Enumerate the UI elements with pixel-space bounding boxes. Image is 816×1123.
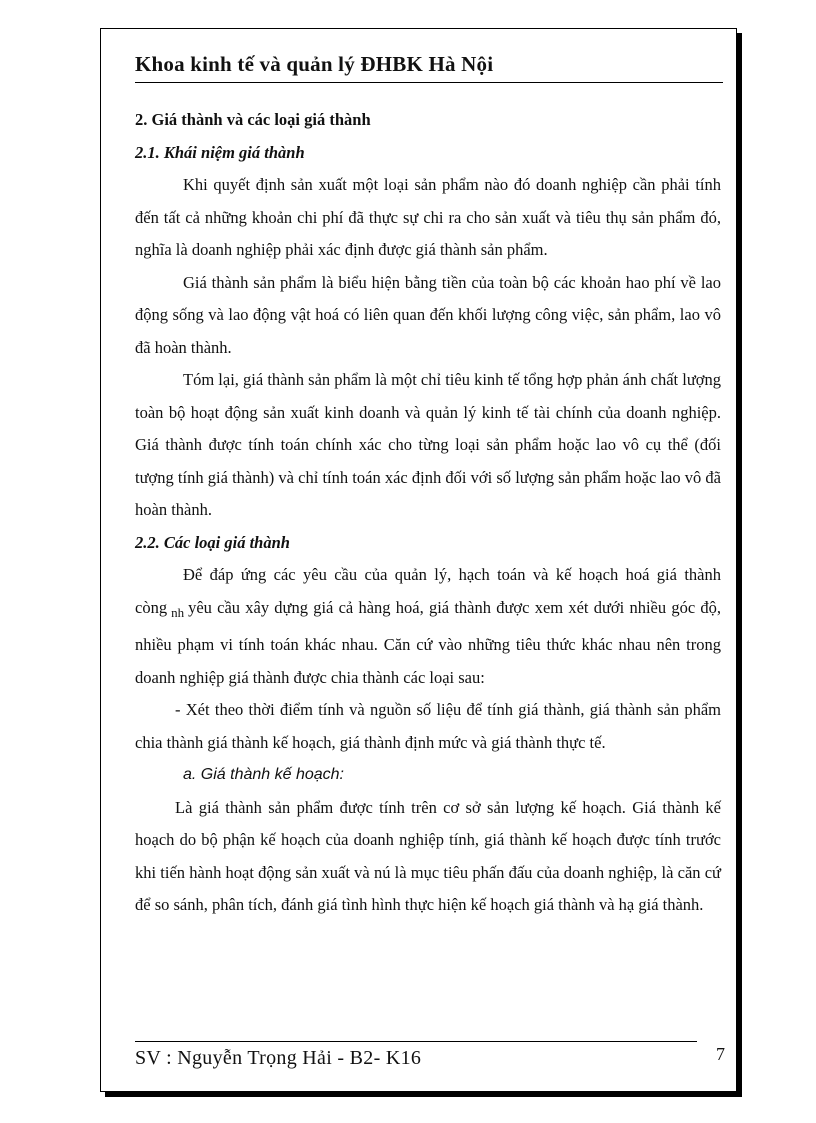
page-footer: SV : Nguyễn Trọng Hải - B2- K16 (135, 1047, 422, 1069)
paragraph-2: Giá thành sản phẩm là biểu hiện bằng tiền của toàn bộ các khoản hao phí về lao động sống và lao động vật hoá có liên quan đến khối lượng công việc, sản phẩm, lao vô đã hoàn thành. (135, 272, 721, 357)
paragraph-6: Là giá thành sản phẩm được tính trên cơ sở sản lượng kế hoạch. Giá thành kế hoạch do bộ phận kế hoạch của doanh nghiệp tính, giá thành kế hoạch được tính trước khi tiến hành hoạt động sản xuất và nú là mục tiêu phấn đấu của doanh nghiệp, là căn cứ để so sánh, phân tích, đánh giá tình hình thực hiện kế hoạch giá thành và hạ giá thành. (135, 797, 721, 914)
footer-divider (135, 1041, 697, 1042)
paragraph-4-subscript: nh (171, 604, 185, 620)
paragraph-5: - Xét theo thời điểm tính và nguồn số liệu để tính giá thành, giá thành sản phẩm chia thành giá thành kế hoạch, giá thành định mức và giá thành thực tế. (135, 700, 721, 752)
paragraph-1: Khi quyết định sản xuất một loại sản phẩm nào đó doanh nghiệp cần phải tính đến tất cả những khoản chi phí đã thực sự chi ra cho sản xuất và tiêu thụ sản phẩm đó, nghĩa là doanh nghiệp phải xác định được giá thành sản phẩm. (135, 175, 721, 259)
document-body (135, 104, 721, 922)
page-header: Khoa kinh tế và quản lý ĐHBK Hà Nội (135, 52, 723, 83)
page-number: 7 (716, 1044, 725, 1064)
section-2-heading: 2. Giá thành và các loại giá thành (135, 110, 371, 129)
paragraph-4 (135, 559, 721, 694)
subsection-a-heading: a. Giá thành kế hoạch: (183, 766, 344, 783)
section-2-2-heading: 2.2. Các loại giá thành (135, 532, 290, 552)
paragraph-4-end: yêu cầu xây dựng giá cả hàng hoá, giá thành được xem xét dưới nhiều góc độ, nhiều phạm vi tính toán khác nhau. Căn cứ vào những tiêu thức khác nhau nên trong doanh nghiệp giá thành được chia thành các loại sau: (135, 597, 721, 687)
paragraph-3: Tóm lại, giá thành sản phẩm là một chỉ tiêu kinh tế tổng hợp phản ánh chất lượng toàn bộ hoạt động sản xuất kinh doanh và quản lý kinh tế tài chính của doanh nghiệp. Giá thành được tính toán chính xác cho từng loại sản phẩm hoặc lao vô cụ thể (đối tượng tính giá thành) và chỉ tính toán xác định đối với số lượng sản phẩm hoặc lao vô đã hoàn thành. (135, 370, 721, 519)
paragraph-4-start: Để đáp ứng các yêu cầu của quản lý, hạch toán và kế hoạch hoá giá thành còng (135, 565, 721, 617)
section-2-1-heading: 2.1. Khái niệm giá thành (135, 142, 305, 162)
